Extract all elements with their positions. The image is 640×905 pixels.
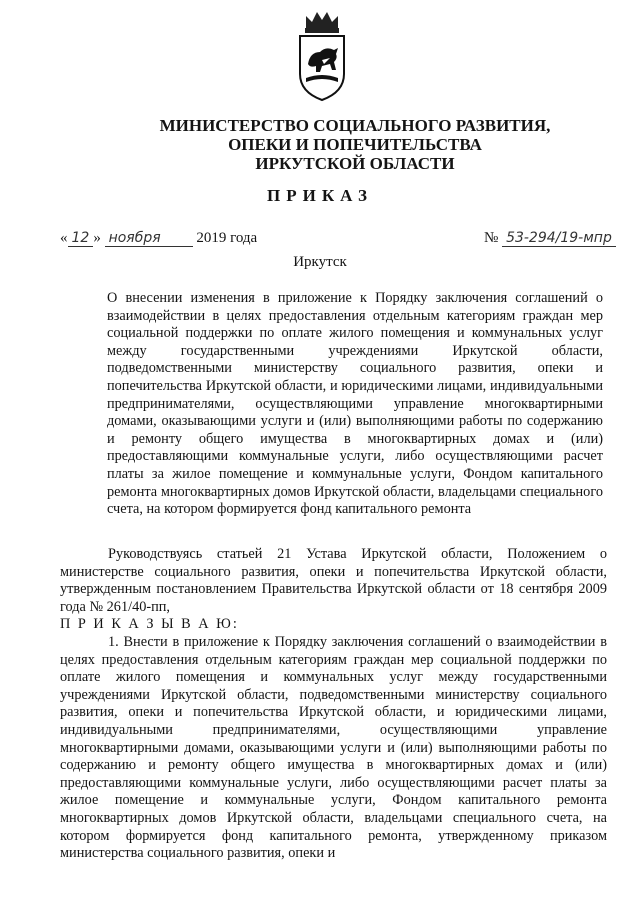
number-prefix: № (484, 230, 499, 246)
document-subject: О внесении изменения в приложение к Порядку заключения соглашений о взаимодействии в целях предоставления отдельным категориям граждан мер социальной поддержки по оплате жилого помещения и коммунальных услуг между государственными учреждениями Иркутской области, подведомственными министерству социального развития, опеки и попечительства Иркутской области, и юридическими лицами, индивидуальными предпринимателями, осуществляющими управление многоквартирными домами, оказывающими услуги и (или) выполняющими работы по содержанию и ремонту общего имущества в многоквартирных домах и (или) предоставляющими коммунальные услуги, либо осуществляющими расчет платы за жилое помещение и коммунальные услуги, Фондом капитального ремонта многоквартирных домов Иркутской области, владельцами специального счета, на котором формируется фонд капитального ремонта (107, 290, 603, 518)
ministry-header (140, 116, 570, 173)
ministry-line-2: ОПЕКИ И ПОПЕЧИТЕЛЬСТВА (228, 135, 482, 154)
document-number (484, 230, 616, 247)
document-city: Иркутск (293, 254, 347, 270)
document-type: ПРИКАЗ (267, 186, 373, 205)
date-day: 12 (68, 230, 94, 247)
date-year: 2019 года (196, 230, 258, 246)
date-month: ноября (105, 230, 193, 247)
document-date (60, 230, 257, 247)
date-open-quote: « (60, 230, 68, 246)
item-1-paragraph: 1. Внести в приложение к Порядку заключения соглашений о взаимодействии в целях предоставления отдельным категориям граждан мер социальной поддержки по оплате жилого помещения и коммунальных услуг между государственными учреждениями Иркутской области, подведомственными министерству социального развития, опеки и попечительства Иркутской области, и юридическими лицами, индивидуальными предпринимателями, осуществляющими управление многоквартирными домами, оказывающими услуги и (или) выполняющими работы по содержанию и ремонту общего имущества в многоквартирных домах и (или) предоставляющими коммунальные услуги, либо осуществляющими расчет платы за жилое помещение и коммунальные услуги, Фондом капитального ремонта многоквартирных домов Иркутской области, владельцами специального счета, на котором формируется фонд капитального ремонта, утвержденному приказом министерства социального развития, опеки и (60, 633, 607, 862)
ministry-line-3: ИРКУТСКОЙ ОБЛАСТИ (255, 154, 455, 173)
command-word: П Р И К А З Ы В А Ю: (60, 616, 239, 633)
irkutsk-coat-of-arms-icon (292, 6, 352, 104)
number-value: 53-294/19-мпр (502, 230, 616, 247)
document-body (60, 546, 607, 863)
date-close-quote: » (93, 230, 101, 246)
ministry-line-1: МИНИСТЕРСТВО СОЦИАЛЬНОГО РАЗВИТИЯ, (159, 116, 551, 135)
preamble-paragraph: Руководствуясь статьей 21 Устава Иркутской области, Положением о министерстве социального развития, опеки и попечительства Иркутской области, утвержденным постановлением Правительства Иркутской области от 18 сентября 2009 года № 261/40-пп, (60, 546, 607, 615)
